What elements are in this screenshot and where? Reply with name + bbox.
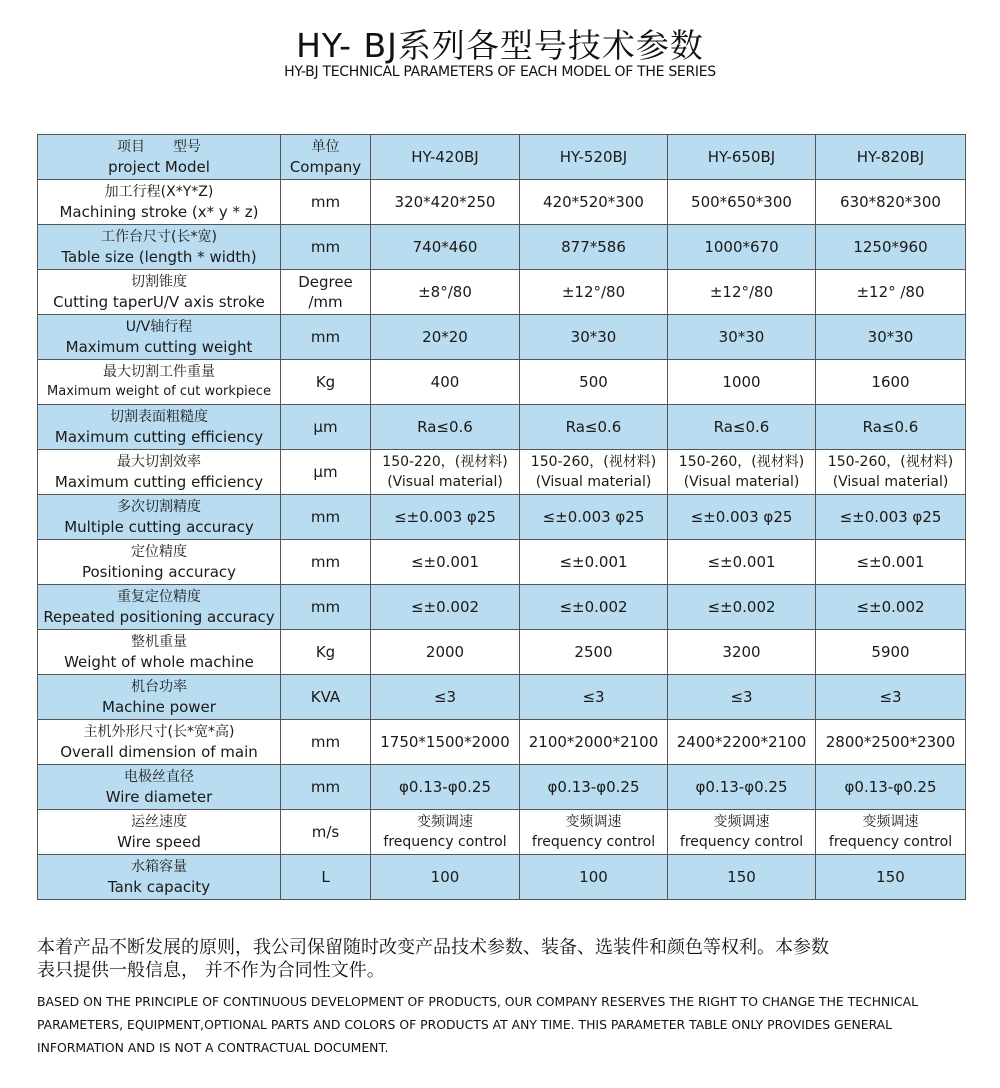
header-model-cell: HY-820BJ — [816, 135, 966, 180]
value-cell: 变频调速 frequency control — [371, 810, 520, 855]
value-cell: 150 — [668, 855, 816, 900]
disclaimer-zh-line: 表只提供一般信息， 并不作为合同性文件。 — [37, 960, 385, 981]
value-cell: 1750*1500*2000 — [371, 720, 520, 765]
unit-cell: mm — [281, 180, 371, 225]
header-item-zh: 项目 型号 — [117, 139, 201, 155]
unit-cell: mm — [281, 495, 371, 540]
value-cell: ≤3 — [371, 675, 520, 720]
unit-cell: mm — [281, 540, 371, 585]
value-cell: 3200 — [668, 630, 816, 675]
disclaimer-en — [37, 990, 967, 1059]
parameter-name-zh: 整机重量 — [131, 634, 187, 650]
table-row — [38, 180, 966, 225]
disclaimer-en-line: BASED ON THE PRINCIPLE OF CONTINUOUS DEVELOPMENT OF PRODUCTS, OUR COMPANY RESERVES THE RIGHT TO CHANGE THE TECHNICAL — [37, 994, 919, 1009]
parameter-name-cell — [38, 225, 281, 270]
value-cell: 2000 — [371, 630, 520, 675]
disclaimer-en-line: PARAMETERS, EQUIPMENT,OPTIONAL PARTS AND COLORS OF PRODUCTS AT ANY TIME. THIS PARAMETER TABLE ONLY PROVIDES GENERAL — [37, 1017, 893, 1032]
parameter-name-en: Repeated positioning accuracy — [43, 608, 275, 626]
parameter-name-zh: 工作台尺寸(长*宽) — [101, 229, 217, 245]
table-row — [38, 270, 966, 315]
value-cell: 100 — [371, 855, 520, 900]
unit-cell: mm — [281, 315, 371, 360]
value-cell: Ra≤0.6 — [668, 405, 816, 450]
unit-cell: m/s — [281, 810, 371, 855]
parameters-table — [37, 134, 966, 900]
value-cell: Ra≤0.6 — [371, 405, 520, 450]
parameter-name-cell — [38, 855, 281, 900]
value-cell: φ0.13-φ0.25 — [371, 765, 520, 810]
value-cell: 150-260，(视材料) (Visual material) — [520, 450, 668, 495]
header-item-cell — [38, 135, 281, 180]
table-row — [38, 360, 966, 405]
table-row — [38, 630, 966, 675]
parameter-name-zh: 切割表面粗糙度 — [110, 409, 208, 425]
value-cell: Ra≤0.6 — [816, 405, 966, 450]
header-model-cell: HY-520BJ — [520, 135, 668, 180]
parameter-name-en: Maximum weight of cut workpiece — [47, 384, 271, 399]
parameter-name-en: Positioning accuracy — [81, 563, 237, 581]
value-cell: φ0.13-φ0.25 — [816, 765, 966, 810]
parameter-name-cell — [38, 540, 281, 585]
unit-cell: μm — [281, 450, 371, 495]
parameter-name-en: Multiple cutting accuracy — [64, 518, 254, 536]
value-cell: ≤3 — [668, 675, 816, 720]
parameter-name-en: Overall dimension of main — [60, 743, 258, 761]
table-row — [38, 855, 966, 900]
parameter-name-cell — [38, 405, 281, 450]
unit-cell: Kg — [281, 630, 371, 675]
value-cell: ≤±0.003 φ25 — [520, 495, 668, 540]
parameter-name-en: Maximum cutting efficiency — [54, 428, 264, 446]
value-cell: 1000 — [668, 360, 816, 405]
unit-cell: L — [281, 855, 371, 900]
unit-cell: Kg — [281, 360, 371, 405]
header-unit-zh: 单位 — [311, 139, 340, 155]
value-cell: ≤3 — [816, 675, 966, 720]
value-cell: 1250*960 — [816, 225, 966, 270]
value-cell: ±12°/80 — [520, 270, 668, 315]
unit-cell: mm — [281, 720, 371, 765]
value-cell: ≤±0.003 φ25 — [668, 495, 816, 540]
value-cell: φ0.13-φ0.25 — [520, 765, 668, 810]
unit-cell: KVA — [281, 675, 371, 720]
parameter-name-cell — [38, 495, 281, 540]
parameter-name-en: Weight of whole machine — [64, 653, 254, 671]
value-cell: 30*30 — [668, 315, 816, 360]
value-cell: 30*30 — [520, 315, 668, 360]
parameter-name-zh: 最大切割效率 — [117, 454, 201, 470]
value-cell: ≤±0.001 — [371, 540, 520, 585]
value-cell: φ0.13-φ0.25 — [668, 765, 816, 810]
parameter-name-zh: 加工行程(X*Y*Z) — [104, 184, 214, 200]
parameter-name-zh: 定位精度 — [131, 544, 187, 560]
value-cell: ≤±0.002 — [668, 585, 816, 630]
value-cell: 2400*2200*2100 — [668, 720, 816, 765]
unit-cell: Degree /mm — [281, 270, 371, 315]
parameter-name-cell — [38, 360, 281, 405]
value-cell: ≤±0.002 — [520, 585, 668, 630]
unit-cell: mm — [281, 225, 371, 270]
parameter-name-zh: U/V轴行程 — [125, 319, 193, 335]
value-cell: 320*420*250 — [371, 180, 520, 225]
disclaimer-en-line: INFORMATION AND IS NOT A CONTRACTUAL DOCUMENT. — [37, 1040, 389, 1055]
value-cell: 420*520*300 — [520, 180, 668, 225]
value-cell: 变频调速 frequency control — [668, 810, 816, 855]
parameter-name-en: Table size (length * width) — [61, 248, 257, 266]
value-cell: ≤±0.003 φ25 — [371, 495, 520, 540]
parameter-name-zh: 主机外形尺寸(长*宽*高) — [83, 724, 235, 740]
parameter-name-en: Maximum cutting efficiency — [54, 473, 264, 491]
unit-cell: μm — [281, 405, 371, 450]
value-cell: ≤±0.002 — [816, 585, 966, 630]
header-unit-cell — [281, 135, 371, 180]
unit-cell: mm — [281, 585, 371, 630]
parameter-name-zh: 重复定位精度 — [117, 589, 201, 605]
parameter-name-cell — [38, 270, 281, 315]
value-cell: 变频调速 frequency control — [520, 810, 668, 855]
value-cell: 150 — [816, 855, 966, 900]
value-cell: 2100*2000*2100 — [520, 720, 668, 765]
parameter-name-cell — [38, 585, 281, 630]
parameter-name-zh: 电极丝直径 — [124, 769, 194, 785]
parameter-name-cell — [38, 450, 281, 495]
value-cell: 20*20 — [371, 315, 520, 360]
table-row — [38, 810, 966, 855]
value-cell: 5900 — [816, 630, 966, 675]
header-model-cell: HY-420BJ — [371, 135, 520, 180]
value-cell: 1000*670 — [668, 225, 816, 270]
table-row — [38, 540, 966, 585]
value-cell: 400 — [371, 360, 520, 405]
table-row — [38, 675, 966, 720]
value-cell: 100 — [520, 855, 668, 900]
parameter-name-en: Cutting taperU/V axis stroke — [53, 293, 265, 311]
value-cell: 877*586 — [520, 225, 668, 270]
value-cell: 1600 — [816, 360, 966, 405]
parameter-name-en: Wire diameter — [105, 788, 213, 806]
table-row — [38, 450, 966, 495]
disclaimer-zh — [37, 936, 967, 982]
table-row — [38, 225, 966, 270]
unit-cell: mm — [281, 765, 371, 810]
value-cell: 500*650*300 — [668, 180, 816, 225]
page-subtitle: HY-BJ TECHNICAL PARAMETERS OF EACH MODEL OF THE SERIES — [284, 64, 716, 80]
parameter-name-en: Machining stroke (x* y * z) — [59, 203, 259, 221]
parameter-name-en: Machine power — [102, 698, 216, 716]
value-cell: ±12°/80 — [668, 270, 816, 315]
table-row — [38, 405, 966, 450]
value-cell: 630*820*300 — [816, 180, 966, 225]
parameter-name-zh: 机台功率 — [131, 679, 187, 695]
parameter-name-zh: 最大切割工件重量 — [103, 364, 215, 380]
parameter-name-cell — [38, 720, 281, 765]
parameter-name-cell — [38, 315, 281, 360]
value-cell: 740*460 — [371, 225, 520, 270]
value-cell: 150-260，(视材料) (Visual material) — [668, 450, 816, 495]
parameter-name-zh: 多次切割精度 — [117, 499, 201, 515]
value-cell: ±12° /80 — [816, 270, 966, 315]
parameter-name-cell — [38, 180, 281, 225]
value-cell: ≤±0.003 φ25 — [816, 495, 966, 540]
parameter-name-cell — [38, 765, 281, 810]
table-header-row — [38, 135, 966, 180]
value-cell: 150-260，(视材料) (Visual material) — [816, 450, 966, 495]
parameter-name-en: Wire speed — [117, 833, 201, 851]
value-cell: 150-220，(视材料) (Visual material) — [371, 450, 520, 495]
value-cell: ≤±0.001 — [520, 540, 668, 585]
page-title: HY- BJ系列各型号技术参数 — [296, 26, 704, 65]
parameter-name-cell — [38, 675, 281, 720]
value-cell: ≤±0.002 — [371, 585, 520, 630]
parameter-name-zh: 运丝速度 — [131, 814, 187, 830]
value-cell: ≤±0.001 — [668, 540, 816, 585]
header-unit-en: Company — [289, 158, 362, 176]
parameter-name-cell — [38, 630, 281, 675]
value-cell: ≤±0.001 — [816, 540, 966, 585]
parameter-name-zh: 水箱容量 — [131, 859, 187, 875]
table-row — [38, 585, 966, 630]
table-row — [38, 495, 966, 540]
value-cell: ≤3 — [520, 675, 668, 720]
parameter-name-cell — [38, 810, 281, 855]
disclaimer — [37, 936, 967, 1059]
value-cell: Ra≤0.6 — [520, 405, 668, 450]
header-model-cell: HY-650BJ — [668, 135, 816, 180]
value-cell: 变频调速 frequency control — [816, 810, 966, 855]
parameter-name-en: Tank capacity — [107, 878, 211, 896]
value-cell: 2800*2500*2300 — [816, 720, 966, 765]
value-cell: 30*30 — [816, 315, 966, 360]
parameter-name-en: Maximum cutting weight — [65, 338, 253, 356]
header-item-en: project Model — [108, 158, 210, 176]
value-cell: 2500 — [520, 630, 668, 675]
table-row — [38, 720, 966, 765]
disclaimer-zh-line: 本着产品不断发展的原则，我公司保留随时改变产品技术参数、装备、选装件和颜色等权利。本参数 — [37, 937, 829, 958]
table-row — [38, 315, 966, 360]
parameter-name-zh: 切割锥度 — [131, 274, 187, 290]
value-cell: ±8°/80 — [371, 270, 520, 315]
value-cell: 500 — [520, 360, 668, 405]
table-row — [38, 765, 966, 810]
